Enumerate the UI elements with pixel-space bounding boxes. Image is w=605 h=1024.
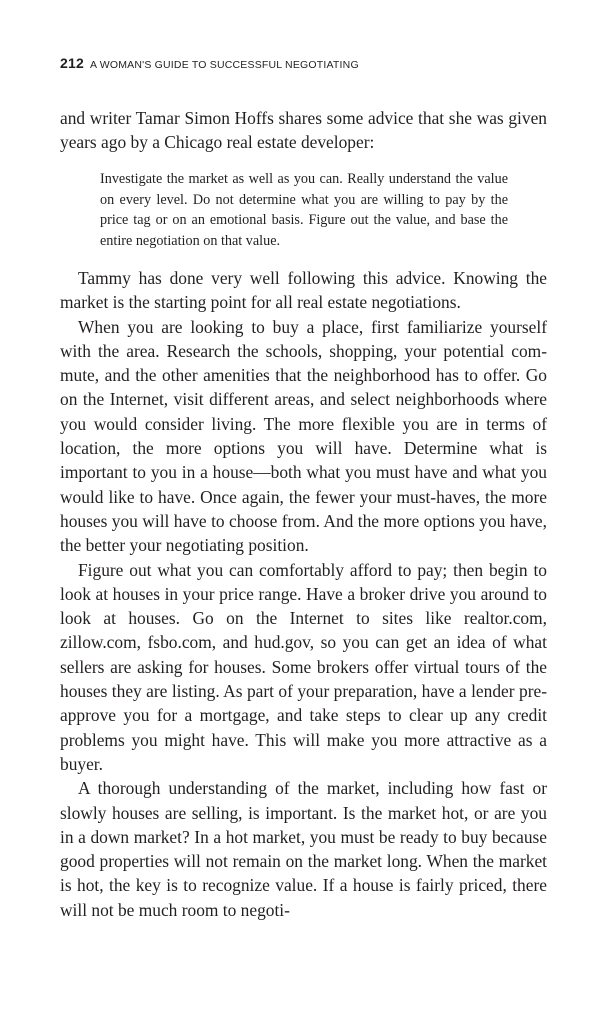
paragraph: A thorough understanding of the market, including how fast or slowly houses are selling, is important. Is the market hot, or are you in a down market? In a hot market, you must be ready to buy because good properties will not remain on the market long. When the market is hot, the key is to recognize value. If a house is fairly priced, there will not be much room to negoti-	[60, 778, 547, 920]
block-quote	[100, 169, 508, 251]
quote-text: Investigate the market as well as you can. Really understand the value on every level. Do not determine what you are willing to pay by the price tag or on an emotional basis. Figure out the value, and base the entire negotiation on that value.	[100, 171, 508, 249]
book-title: A WOMAN'S GUIDE TO SUCCESSFUL NEGOTIATING	[89, 59, 359, 71]
page-number: 212	[60, 55, 84, 71]
paragraph: Tammy has done very well following this advice. Knowing the market is the starting point for all real estate negotiations.	[60, 268, 547, 313]
paragraph: When you are looking to buy a place, first familiarize yourself with the area. Research the schools, shopping, your potential commute, and the other amenities that the neighborhood has to offer. Go on the Internet, visit different areas, and select neighborhoods where you would consider living. The more flexible you are in terms of location, the more options you will have. Determine what is important to you in a house—both what you must have and what you would like to have. Once again, the fewer your must-haves, the more houses you will have to choose from. And the more options you have, the better your negotiating position.	[60, 316, 547, 556]
running-head	[60, 55, 359, 71]
paragraph: Figure out what you can comfortably afford to pay; then begin to look at houses in your price range. Have a broker drive you around to look at houses. Go on the Internet to sites like realtor.​com, zillow.com, fsbo.com, and hud.gov, so you can get an idea of what sellers are asking for houses. Some brokers offer virtual tours of the houses they are listing. As part of your preparation, have a lender pre-approve you for a mortgage, and take steps to clear up any credit problems you might have. This will make you more attractive as a buyer.	[60, 559, 547, 774]
intro-text	[60, 106, 547, 155]
intro-paragraph: and writer Tamar Simon Hoffs shares some advice that she was given years ago by a Chicago real estate developer:	[60, 108, 547, 153]
main-text	[60, 266, 547, 922]
